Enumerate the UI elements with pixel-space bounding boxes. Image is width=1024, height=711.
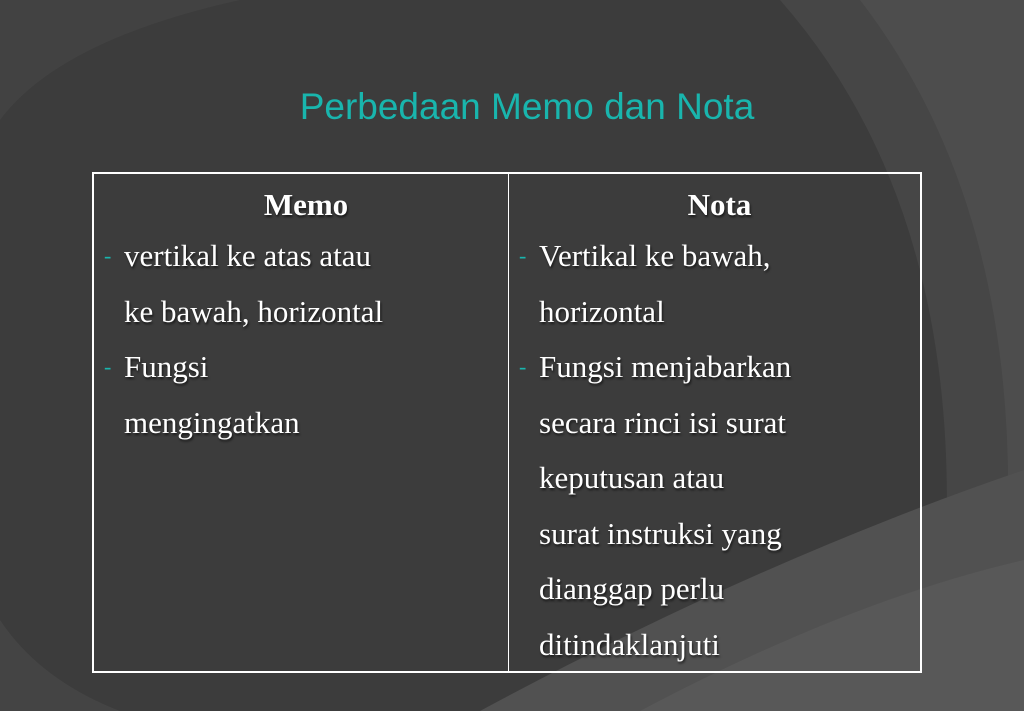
item-line: surat instruksi yang: [539, 515, 782, 551]
item-line: ditindaklanjuti: [539, 626, 720, 662]
item-line: dianggap perlu: [539, 571, 725, 606]
table-column-memo: [94, 174, 509, 671]
item-line: ke bawah, horizontal: [124, 293, 384, 329]
list-item: [104, 339, 508, 450]
item-line: Vertikal ke bawah,: [539, 238, 771, 273]
bullet-dash: -: [104, 354, 112, 379]
bullet-dash: -: [519, 354, 527, 379]
item-line: keputusan atau: [539, 460, 725, 495]
column-header-nota: Nota: [687, 187, 752, 222]
column-header-memo: Memo: [263, 187, 349, 222]
slide-title: Perbedaan Memo dan Nota: [299, 86, 755, 127]
bullet-dash: -: [104, 243, 112, 268]
item-line: Fungsi menjabarkan: [539, 349, 792, 384]
item-line: Fungsi: [124, 349, 209, 384]
item-line: vertikal ke atas atau: [124, 238, 372, 273]
list-item: [104, 228, 508, 339]
table-column-nota: [509, 174, 920, 671]
bullet-dash: -: [519, 243, 527, 268]
item-line: secara rinci isi surat: [539, 404, 787, 440]
list-item: [519, 339, 920, 672]
comparison-table: [92, 172, 922, 673]
item-line: horizontal: [539, 293, 665, 329]
item-line: mengingatkan: [124, 404, 300, 440]
list-item: [519, 228, 920, 339]
